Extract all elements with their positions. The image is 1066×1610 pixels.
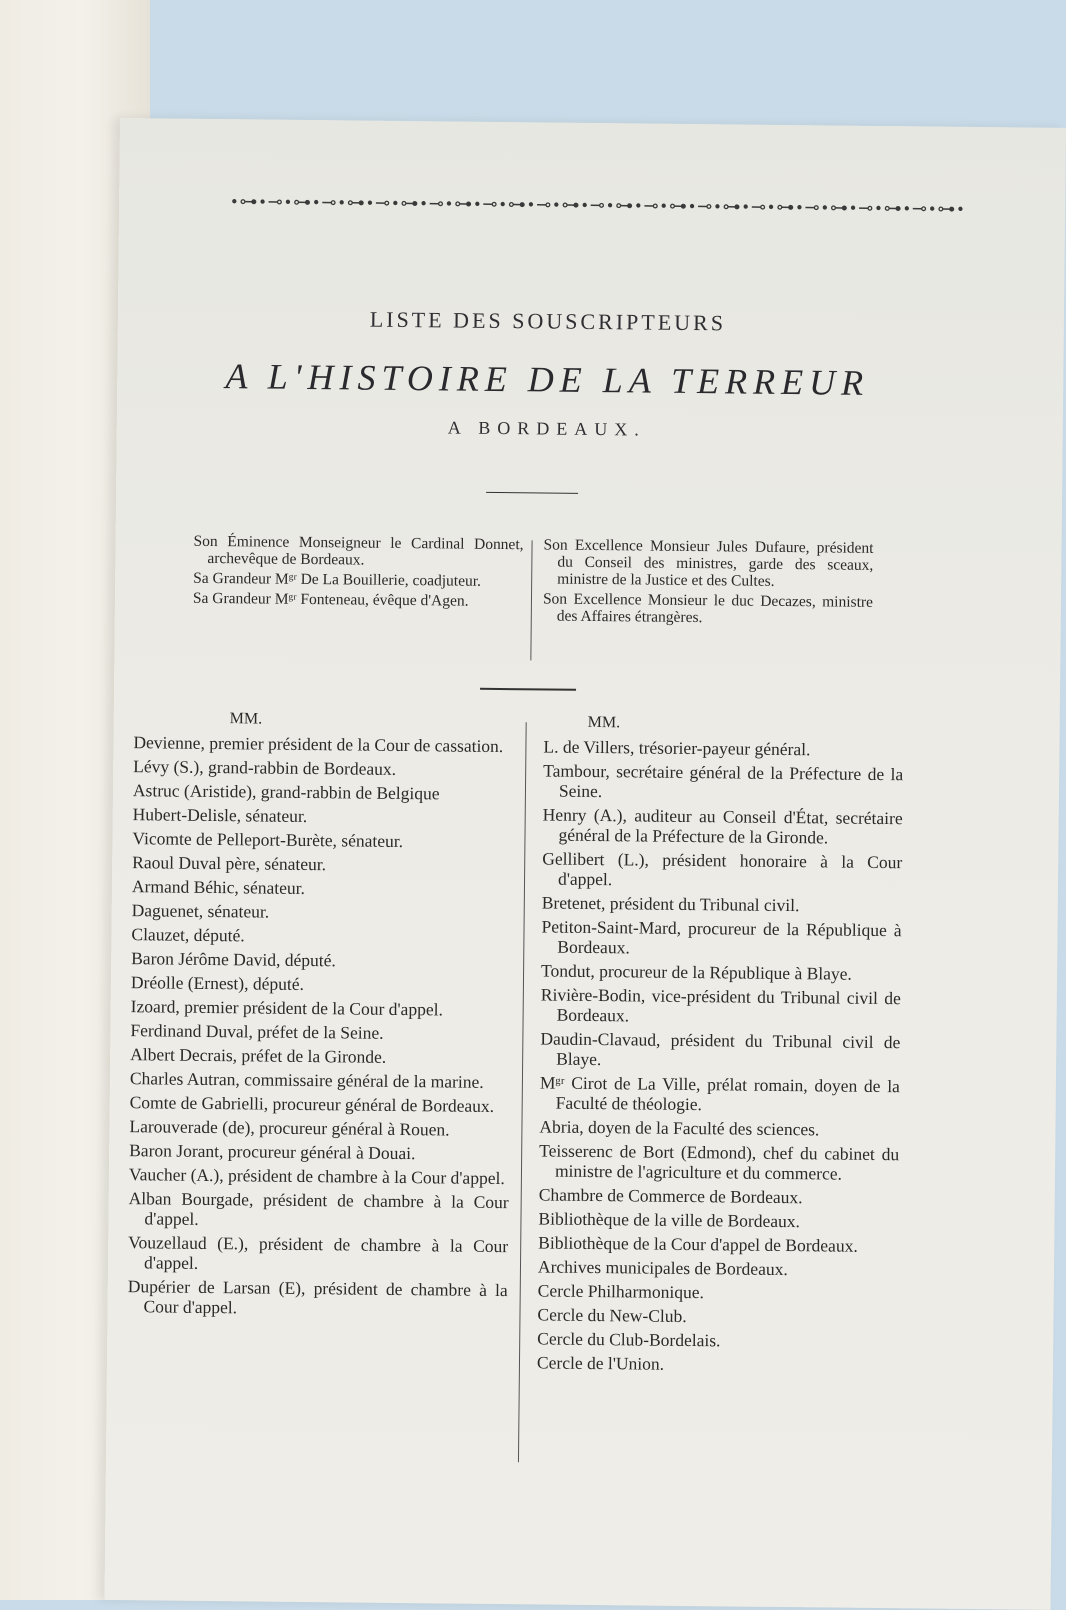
subscriber-entry: Cercle de l'Union.: [536, 1352, 665, 1374]
dignitaries-section: [192, 532, 884, 627]
subscriber-entry: Lévy (S.), grand-rabbin de Bordeaux.: [133, 756, 397, 779]
subscriber-entry: Cercle du Club-Bordelais.: [537, 1328, 721, 1351]
column-heading: MM.: [587, 713, 621, 732]
subscriber-entry: Vouzellaud (E.), président de chambre à la Cour d'appel.: [128, 1232, 509, 1273]
subscriber-entry: L. de Villers, trésorier-payeur général.: [543, 736, 811, 760]
subscriber-entry: Astruc (Aristide), grand-rabbin de Belgique: [132, 780, 440, 804]
dignitary-entry: Sa Grandeur Mᵍʳ Fonteneau, évêque d'Agen.: [192, 589, 469, 610]
subscriber-entry: Vaucher (A.), président de chambre à la Cour d'appel.: [128, 1164, 505, 1189]
subscriber-entry: Clauzet, député.: [131, 924, 245, 946]
subscriber-entry: Daudin-Clavaud, président du Tribunal civil de Blaye.: [540, 1028, 901, 1070]
subscriber-entry: Devienne, premier président de la Cour de cassation.: [133, 732, 504, 757]
subscriber-entry: Tondut, procureur de la République à Blaye.: [540, 960, 852, 984]
subscribers-left-column: [127, 708, 513, 1324]
dignitary-entry: Sa Grandeur Mᵍʳ De La Bouillerie, coadjuteur.: [193, 569, 482, 590]
divider-rule: [480, 688, 576, 691]
subscriber-entry: Petiton-Saint-Mard, procureur de la République à Bordeaux.: [541, 916, 902, 958]
dignitaries-left-column: [193, 533, 524, 613]
subscriber-entry: Teisserenc de Bort (Edmond), chef du cabinet du ministre de l'agriculture et du commerce.: [539, 1140, 900, 1184]
subscriber-entry: Cercle Philharmonique.: [537, 1280, 705, 1303]
subscriber-entry: Izoard, premier président de la Cour d'appel.: [130, 996, 443, 1020]
column-divider: [518, 722, 527, 1462]
book-page: [104, 118, 1065, 1610]
column-divider: [530, 540, 532, 660]
subscriber-entry: Henry (A.), auditeur au Conseil d'État, secrétaire général de la Préfecture de la Gironde.: [542, 804, 903, 848]
subscriber-entry: Tambour, secrétaire général de la Préfecture de la Seine.: [543, 760, 904, 802]
subscriber-entry: Bibliothèque de la ville de Bordeaux.: [538, 1208, 801, 1232]
subscriber-entry: Armand Béhic, sénateur.: [131, 876, 306, 898]
subscriber-entry: Larouverade (de), procureur général à Rouen.: [129, 1116, 450, 1140]
subscriber-entry: Archives municipales de Bordeaux.: [537, 1256, 788, 1280]
dignitary-entry: Son Excellence Monsieur Jules Dufaure, président du Conseil des ministres, garde des sceaux, ministre de la Justice et des Cultes.: [543, 536, 874, 590]
title-line2: A L'HISTOIRE DE LA TERREUR: [225, 356, 870, 403]
column-heading: MM.: [229, 710, 263, 728]
dignitaries-right-column: [543, 536, 874, 630]
subscriber-entry: Bibliothèque de la Cour d'appel de Bordeaux.: [538, 1232, 858, 1256]
subscriber-entry: Gellibert (L.), président honoraire à la Cour d'appel.: [542, 848, 903, 890]
subscriber-entry: Comte de Gabrielli, procureur général de Bordeaux.: [129, 1092, 495, 1116]
subscriber-entry: Abria, doyen de la Faculté des sciences.: [539, 1116, 820, 1140]
subscriber-entry: Charles Autran, commissaire général de la marine.: [129, 1068, 484, 1092]
subscribers-section: [127, 708, 914, 1374]
subscriber-entry: Rivière-Bodin, vice-président du Tribunal civil de Bordeaux.: [540, 984, 901, 1026]
title-line1: LISTE DES SOUSCRIPTEURS: [369, 306, 727, 336]
subscriber-entry: Ferdinand Duval, préfet de la Seine.: [130, 1020, 384, 1043]
title-line3: A BORDEAUX.: [447, 417, 646, 440]
dignitary-entry: Son Excellence Monsieur le duc Decazes, ministre des Affaires étrangères.: [542, 590, 874, 627]
decorative-border: •⊶•⊸•⊶•⊸•⊶•⊸•⊶•⊸•⊶•⊸•⊶•⊸•⊶•⊸•⊶•⊸•⊶•⊸•⊶•⊸•⊶•⊸•⊶•⊸•⊶•⊸•⊶•: [231, 191, 966, 219]
subscriber-entry: Raoul Duval père, sénateur.: [132, 852, 327, 875]
subscriber-entry: Daguenet, sénateur.: [131, 900, 270, 922]
divider-rule: [486, 492, 578, 494]
subscribers-right-column: [537, 712, 904, 1380]
subscriber-entry: Vicomte de Pelleport-Burète, sénateur.: [132, 828, 404, 852]
subscriber-entry: Dupérier de Larsan (E), président de chambre à la Cour d'appel.: [127, 1276, 508, 1318]
title-block: [117, 304, 978, 444]
subscriber-entry: Alban Bourgade, président de chambre à la Cour d'appel.: [128, 1188, 509, 1229]
subscriber-entry: Albert Decrais, préfet de la Gironde.: [130, 1044, 387, 1067]
subscriber-entry: Cercle du New-Club.: [537, 1304, 687, 1326]
subscriber-entry: Hubert-Delisle, sénateur.: [132, 804, 308, 826]
subscriber-entry: Dréolle (Ernest), député.: [130, 972, 305, 994]
dignitary-entry: Son Éminence Monseigneur le Cardinal Donnet, archevêque de Bordeaux.: [193, 532, 524, 569]
subscriber-entry: Baron Jorant, procureur général à Douai.: [129, 1140, 416, 1164]
subscriber-entry: Bretenet, président du Tribunal civil.: [541, 892, 800, 916]
subscriber-entry: Chambre de Commerce de Bordeaux.: [538, 1184, 803, 1208]
subscriber-entry: Baron Jérôme David, député.: [131, 948, 336, 971]
subscriber-entry: Mᵍʳ Cirot de La Ville, prélat romain, doyen de la Faculté de théologie.: [539, 1072, 901, 1115]
